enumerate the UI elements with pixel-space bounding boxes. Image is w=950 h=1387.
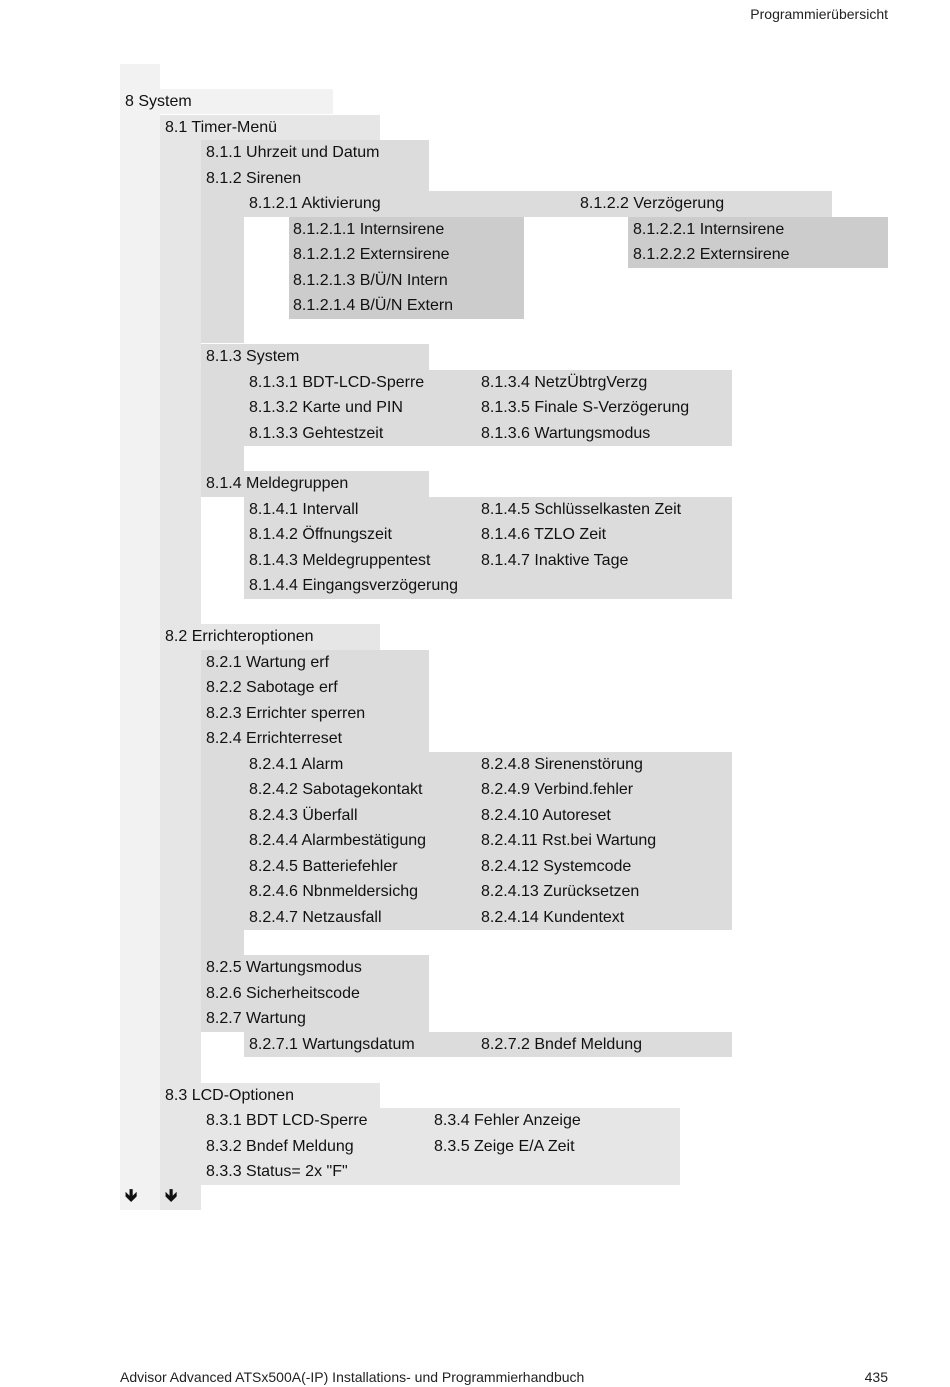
menu-8-2-4: 8.2.4 Errichterreset bbox=[206, 730, 343, 747]
footer-book-title: Advisor Advanced ATSx500A(-IP) Installations- und Programmierhandbuch bbox=[120, 1369, 585, 1385]
menu-8-3-1: 8.3.1 BDT LCD-Sperre bbox=[206, 1112, 368, 1129]
menu-8-1-4-2: 8.1.4.2 Öffnungszeit bbox=[249, 526, 392, 543]
menu-8-1-2-2-2: 8.1.2.2.2 Externsirene bbox=[633, 246, 790, 263]
menu-8-1-3: 8.1.3 System bbox=[206, 348, 300, 365]
menu-8-1-2-1-3: 8.1.2.1.3 B/Ü/N Intern bbox=[293, 272, 448, 289]
level2-column-82 bbox=[160, 624, 201, 1210]
menu-8-1-3-3: 8.1.3.3 Gehtestzeit bbox=[249, 425, 384, 442]
menu-8-1-3-5: 8.1.3.5 Finale S-Verzögerung bbox=[481, 399, 690, 416]
menu-8-2-4-10: 8.2.4.10 Autoreset bbox=[481, 807, 611, 824]
menu-8-system: 8 System bbox=[125, 93, 192, 110]
menu-8-1-4: 8.1.4 Meldegruppen bbox=[206, 475, 349, 492]
menu-8-2-7-1: 8.2.7.1 Wartungsdatum bbox=[249, 1036, 415, 1053]
menu-8-1-2-2: 8.1.2.2 Verzögerung bbox=[580, 195, 725, 212]
menu-8-2-4-13: 8.2.4.13 Zurücksetzen bbox=[481, 883, 640, 900]
menu-8-1-3-1: 8.1.3.1 BDT-LCD-Sperre bbox=[249, 374, 425, 391]
level2-column-81 bbox=[160, 115, 201, 624]
menu-8-2-4-2: 8.2.4.2 Sabotagekontakt bbox=[249, 781, 423, 798]
menu-8-3-5: 8.3.5 Zeige E/A Zeit bbox=[434, 1138, 575, 1155]
menu-8-1-3-4: 8.1.3.4 NetzÜbtrgVerzg bbox=[481, 374, 648, 391]
menu-8-3: 8.3 LCD-Optionen bbox=[165, 1087, 294, 1104]
menu-8-2-3: 8.2.3 Errichter sperren bbox=[206, 705, 366, 722]
menu-8-2-4-7: 8.2.4.7 Netzausfall bbox=[249, 909, 382, 926]
menu-8-2-6: 8.2.6 Sicherheitscode bbox=[206, 985, 360, 1002]
menu-8-1-4-6: 8.1.4.6 TZLO Zeit bbox=[481, 526, 607, 543]
menu-8-1-2-1: 8.1.2.1 Aktivierung bbox=[249, 195, 381, 212]
menu-8-1-3-6: 8.1.3.6 Wartungsmodus bbox=[481, 425, 651, 442]
footer-page-number: 435 bbox=[864, 1369, 888, 1385]
level1-column bbox=[120, 64, 160, 1210]
menu-8-2-4-8: 8.2.4.8 Sirenenstörung bbox=[481, 756, 643, 773]
menu-8-1-1: 8.1.1 Uhrzeit und Datum bbox=[206, 144, 380, 161]
menu-8-2-4-4: 8.2.4.4 Alarmbestätigung bbox=[249, 832, 427, 849]
menu-8-1-2-1-4: 8.1.2.1.4 B/Ü/N Extern bbox=[293, 297, 454, 314]
menu-8-1-4-3: 8.1.4.3 Meldegruppentest bbox=[249, 552, 431, 569]
menu-8-2-4-1: 8.2.4.1 Alarm bbox=[249, 756, 344, 773]
menu-8-2-4-14: 8.2.4.14 Kundentext bbox=[481, 909, 625, 926]
continue-arrow-down-icon: 🡻 bbox=[125, 1186, 138, 1205]
menu-8-2-4-9: 8.2.4.9 Verbind.fehler bbox=[481, 781, 634, 798]
continue-arrow-down-icon: 🡻 bbox=[165, 1186, 178, 1205]
menu-8-3-2: 8.3.2 Bndef Meldung bbox=[206, 1138, 354, 1155]
column-824 bbox=[201, 752, 244, 955]
menu-8-2-4-6: 8.2.4.6 Nbnmeldersichg bbox=[249, 883, 418, 900]
menu-8-1-2-1-1: 8.1.2.1.1 Internsirene bbox=[293, 221, 445, 238]
menu-8-2-5: 8.2.5 Wartungsmodus bbox=[206, 959, 362, 976]
column-812 bbox=[201, 191, 244, 343]
menu-8-1-2-2-1: 8.1.2.2.1 Internsirene bbox=[633, 221, 785, 238]
menu-8-1-3-2: 8.1.3.2 Karte und PIN bbox=[249, 399, 403, 416]
menu-8-1-4-7: 8.1.4.7 Inaktive Tage bbox=[481, 552, 629, 569]
menu-8-2-4-5: 8.2.4.5 Batteriefehler bbox=[249, 858, 398, 875]
column-813 bbox=[201, 370, 244, 471]
menu-8-1-4-4: 8.1.4.4 Eingangsverzögerung bbox=[249, 577, 459, 594]
menu-8-2-4-12: 8.2.4.12 Systemcode bbox=[481, 858, 632, 875]
menu-8-3-4: 8.3.4 Fehler Anzeige bbox=[434, 1112, 581, 1129]
menu-8-1-4-1: 8.1.4.1 Intervall bbox=[249, 501, 359, 518]
menu-8-2-7-2: 8.2.7.2 Bndef Meldung bbox=[481, 1036, 643, 1053]
menu-8-2-4-11: 8.2.4.11 Rst.bei Wartung bbox=[481, 832, 657, 849]
menu-8-2-2: 8.2.2 Sabotage erf bbox=[206, 679, 338, 696]
menu-8-2-4-3: 8.2.4.3 Überfall bbox=[249, 807, 358, 824]
menu-8-2-7: 8.2.7 Wartung bbox=[206, 1010, 306, 1027]
menu-8-1-4-5: 8.1.4.5 Schlüsselkasten Zeit bbox=[481, 501, 682, 518]
menu-8-2: 8.2 Errichteroptionen bbox=[165, 628, 314, 645]
menu-8-1-2-1-2: 8.1.2.1.2 Externsirene bbox=[293, 246, 450, 263]
menu-8-1: 8.1 Timer-Menü bbox=[165, 119, 278, 136]
menu-8-2-1: 8.2.1 Wartung erf bbox=[206, 654, 330, 671]
menu-8-1-2: 8.1.2 Sirenen bbox=[206, 170, 302, 187]
menu-8-3-3: 8.3.3 Status= 2x "F" bbox=[206, 1163, 348, 1180]
page-header-title: Programmierübersicht bbox=[750, 6, 888, 22]
